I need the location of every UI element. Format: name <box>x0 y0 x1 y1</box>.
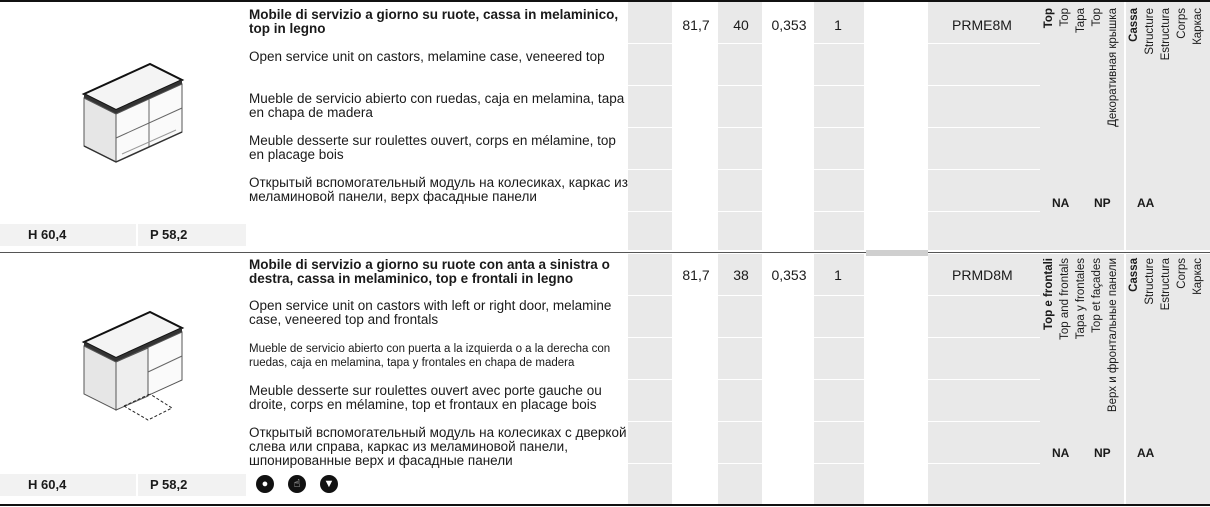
product-code: PRMD8M <box>952 267 1013 283</box>
code-column-1 <box>928 2 1040 250</box>
finishes-panel-2 <box>1040 254 1210 504</box>
desc-russian: Открытый вспомогательный модуль на колесиках, каркас из меламиновой панели, верх фасадные панели <box>249 175 628 204</box>
row-separator <box>0 252 1210 253</box>
qty-value: 1 <box>834 17 842 33</box>
spec-grid-2 <box>628 254 928 504</box>
desc-english: Open service unit on castors, melamine case, veneered top <box>249 49 605 64</box>
finish-case-label: Каркас <box>1192 258 1204 295</box>
finish-top-label: Декоративная крышка <box>1107 8 1119 127</box>
spec-grid-1 <box>628 2 928 250</box>
desc-french: Meuble desserte sur roulettes ouvert avec porte gauche ou droite, corps en mélamine, top et frontaux en placage bois <box>249 383 602 412</box>
finish-case-label: Corps <box>1176 8 1188 39</box>
finish-top-label: Tapa y frontales <box>1075 258 1087 340</box>
volume-value: 0,353 <box>771 17 807 33</box>
finish-case-label: Каркас <box>1192 8 1204 45</box>
finish-top-label: Tapa <box>1075 8 1087 33</box>
finish-code: NA <box>1052 196 1070 210</box>
finish-code: NP <box>1094 196 1111 210</box>
castor-icon: ▼ <box>320 475 338 493</box>
height-value: H 60,4 <box>0 474 136 496</box>
width-value: 81,7 <box>682 267 710 283</box>
finish-code: NP <box>1094 446 1111 460</box>
product-row-2 <box>0 254 1210 504</box>
finish-code: NA <box>1052 446 1070 460</box>
height-value: H 60,4 <box>0 224 136 246</box>
desc-spanish: Mueble de servicio abierto con ruedas, caja en melamina, tapa en chapa de madera <box>249 91 625 120</box>
finish-code: AA <box>1137 446 1155 460</box>
finish-top-label: Top et façades <box>1091 258 1103 333</box>
finish-code: AA <box>1137 196 1155 210</box>
depth-value: P 58,2 <box>138 474 246 496</box>
weight-value: 40 <box>733 17 749 33</box>
qty-value: 1 <box>834 267 842 283</box>
product-row-1 <box>0 2 1210 250</box>
dimensions-2 <box>0 474 246 496</box>
finish-top-label: Top and frontals <box>1059 258 1071 340</box>
desc-italian: Mobile di servizio a giorno su ruote, cassa in melaminico, top in legno <box>249 7 619 36</box>
finish-top-label: Top <box>1091 8 1103 27</box>
bottom-rule <box>0 504 1210 506</box>
finish-top-label: Top <box>1059 8 1071 27</box>
finish-top-label: Top e frontali <box>1043 258 1055 330</box>
feature-icons <box>256 475 338 493</box>
finish-case-label: Estructura <box>1160 8 1172 61</box>
volume-value: 0,353 <box>771 267 807 283</box>
dimensions-1 <box>0 224 246 246</box>
product-image-1 <box>0 2 246 250</box>
door-unit-drawing <box>0 254 246 454</box>
desc-italian: Mobile di servizio a giorno su ruote con anta a sinistra o destra, cassa in melaminico, top e frontali in legno <box>249 257 610 286</box>
desc-english: Open service unit on castors with left or right door, melamine case, veneered top and frontals <box>249 298 612 327</box>
product-image-2 <box>0 254 246 504</box>
lock-icon: ● <box>256 475 274 493</box>
open-unit-drawing <box>0 2 246 202</box>
weight-value: 38 <box>733 267 749 283</box>
descriptions-2 <box>246 254 628 504</box>
product-code: PRME8M <box>952 17 1012 33</box>
descriptions-1 <box>246 2 628 250</box>
finish-top-label: Top <box>1043 8 1055 29</box>
desc-french: Meuble desserte sur roulettes ouvert, corps en mélamine, top en placage bois <box>249 133 616 162</box>
finish-case-label: Structure <box>1144 258 1156 305</box>
depth-value: P 58,2 <box>138 224 246 246</box>
touch-icon: ☝ <box>288 475 306 493</box>
finish-case-label: Corps <box>1176 258 1188 289</box>
finish-case-label: Structure <box>1144 8 1156 55</box>
finish-case-label: Cassa <box>1128 258 1140 292</box>
width-value: 81,7 <box>682 17 710 33</box>
desc-russian: Открытый вспомогательный модуль на колесиках с дверкой слева или справа, каркас из меламиновой панели, шпонированные верх и фасадные панели <box>249 425 627 468</box>
desc-spanish: Mueble de servicio abierto con puerta a la izquierda o a la derecha con ruedas, caja en melamina, tapa y frontales en chapa de madera <box>249 343 611 369</box>
finish-case-label: Cassa <box>1128 8 1140 42</box>
finishes-panel-1 <box>1040 2 1210 250</box>
finish-top-label: Верх и фронтальные панели <box>1107 258 1119 413</box>
code-column-2 <box>928 254 1040 504</box>
finish-case-label: Estructura <box>1160 258 1172 311</box>
